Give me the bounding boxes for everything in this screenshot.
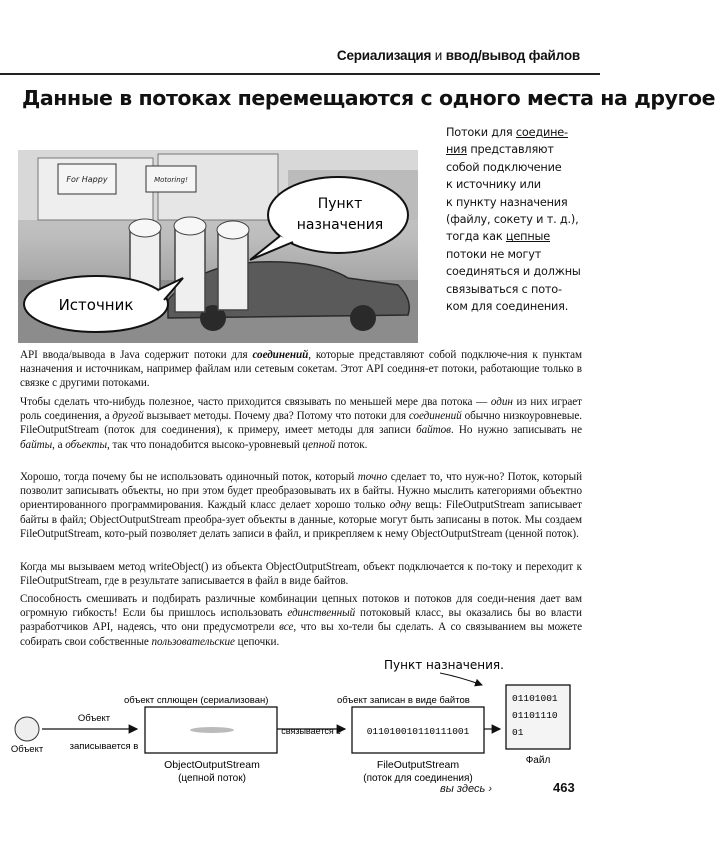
paragraph-2	[20, 395, 582, 452]
oos-name: ObjectOutputStream	[164, 759, 260, 771]
text-run: , а	[52, 438, 66, 451]
note-line: (файлу, сокету и т. д.),	[446, 213, 579, 227]
footer-here-text: вы здесь	[440, 783, 486, 795]
text-run: вызывает методы. Почему два? Потому что потоки для	[143, 410, 409, 423]
text-run: потоковый класс, вы оказались бы во власти разработчиков API, надеясь, что они предусмотрели	[20, 607, 582, 634]
emphasis: байтов	[416, 424, 451, 437]
fos-name: FileOutputStream	[376, 759, 460, 771]
bubble-destination-line2: назначения	[296, 217, 384, 233]
text-run: вещь: FileOutputStream записывает байты в файл; ObjectOutputStream преобра-зует объекты в данные, которые могут быть записаны в поток. Мы создаем FileOutputStream, кото-рый позволяет делать записи в файл, и прикрепляем к нему ObjectOutputStream (ценной поток).	[20, 499, 582, 540]
note-underlined: соедине-	[515, 126, 568, 139]
emphasis: один	[490, 396, 513, 408]
note-line: соединяться и должны	[446, 265, 581, 279]
emphasis: единственный	[287, 607, 356, 620]
page-title: Данные в потоках перемещаются с одного места на другое	[22, 86, 715, 110]
file-label: Файл	[525, 755, 551, 766]
note-line: потоки не могут	[446, 247, 542, 261]
paragraph-1	[20, 348, 582, 391]
paragraph-4	[20, 560, 582, 588]
emphasis: другой	[112, 410, 144, 423]
file-bits-3: 01	[512, 727, 524, 738]
text-run: цепочки.	[234, 635, 280, 648]
note-line: собой подключение	[446, 160, 562, 174]
oos-desc: (цепной поток)	[178, 773, 246, 784]
emphasis: все	[279, 621, 294, 634]
note-line: к пункту назначения	[446, 195, 568, 209]
text-run: Способность смешивать и подбирать различные комбинации цепных потоков и потоков для соеди-нения дает вам огромную гибкость! Если бы пришлось использовать	[20, 593, 582, 620]
file-bits-2: 01101110	[512, 710, 558, 721]
fos-desc: (поток для соединения)	[363, 773, 473, 784]
note-line: ком для соединения.	[446, 300, 569, 314]
header-divider	[0, 73, 600, 75]
note-line: представляют	[466, 143, 554, 157]
emphasis: точно	[357, 471, 388, 483]
bubble-source-text: Источник	[58, 296, 134, 314]
paragraph-3	[20, 470, 582, 541]
text-run: . Но нужно записывать не	[450, 424, 582, 437]
emphasis: байты	[20, 438, 53, 451]
text-run: обычно низкоуровневые. FileOutputStream (поток для соединения), к примеру, имеет методы для записи	[20, 410, 583, 437]
flattened-label: объект сплющен (сериализован)	[124, 695, 269, 706]
header-conj: и	[434, 48, 443, 63]
text-run: , так что понадобится высоко-уровневый	[106, 438, 303, 451]
gas-station-photo	[18, 150, 418, 343]
text-run: API ввода/вывода в Java содержит потоки для	[20, 349, 253, 361]
emphasis: пользовательские	[151, 635, 235, 648]
header-part2: ввод/вывод файлов	[445, 48, 580, 63]
text-run: из них играет роль соединения, а	[20, 396, 582, 423]
header-part1: Сериализация	[336, 48, 432, 63]
byte-stream-bits: 011010010110111001	[366, 726, 470, 737]
paragraph-5	[20, 592, 582, 649]
sign-left-text: For Happy	[66, 175, 108, 184]
emphasis: соединений	[408, 410, 462, 423]
emphasis: объекты	[65, 438, 107, 451]
note-underlined: цепные	[505, 230, 551, 244]
text-run: Чтобы сделать что-нибудь полезное, часто приходится связывать по меньшей мере два потока —	[20, 396, 491, 408]
emphasis: соединений	[252, 349, 309, 361]
chained-to-label: связывается с	[281, 726, 341, 736]
section-header	[337, 48, 580, 63]
bubble-destination-line1: Пункт	[317, 196, 363, 212]
note-underlined: ния	[446, 143, 467, 157]
note-line: к источнику или	[446, 178, 541, 192]
emphasis: одну	[389, 499, 411, 512]
stream-diagram	[12, 655, 590, 785]
object-caption: Объект	[10, 744, 44, 755]
diagram-destination-note: Пункт назначения.	[384, 658, 504, 672]
side-note	[446, 124, 586, 315]
text-run: Хорошо, тогда почему бы не использовать одиночный поток, который	[20, 471, 358, 483]
note-line: Потоки для	[446, 126, 516, 139]
text-run: сделает то, что нуж-но? Поток, который позволит записывать объекты, но при этом будет преобразовывать их в байты. Нужно мыслить категориями объектно ориентированного программирования. Каждый класс делает хорошо только	[20, 471, 583, 512]
arrow-object-label: Объект	[77, 713, 111, 724]
text-run: , которые представляют собой подключе-ния к пунктам назначения и источникам, например файлам или сетевым сокетам. Этот API соединя-ет потоки, работающие только в связке с другими потоками.	[20, 349, 582, 390]
page-number: 463	[553, 780, 575, 795]
text-run: , что вы хо-тели бы сделать. А со связыванием вы можете собирать свои собственные	[20, 621, 583, 648]
text-run: Когда мы вызываем метод writeObject() из объекта ObjectOutputStream, объект подключается к по-току и переходит к FileOutputStream, где в результате записывается в файл в виде байтов.	[20, 561, 582, 588]
note-line: связываться с пото-	[446, 282, 562, 296]
written-label: объект записан в виде байтов	[337, 695, 470, 706]
footer-you-are-here	[440, 783, 492, 795]
chevron-right-icon: ›	[488, 783, 492, 795]
note-line: тогда как	[446, 230, 506, 244]
emphasis: цепной	[302, 438, 336, 451]
sign-mid-text: Motoring!	[154, 176, 188, 184]
file-bits-1: 01101001	[512, 693, 558, 704]
is-written-to-label: записывается в	[69, 741, 139, 752]
text-run: поток.	[335, 438, 368, 451]
